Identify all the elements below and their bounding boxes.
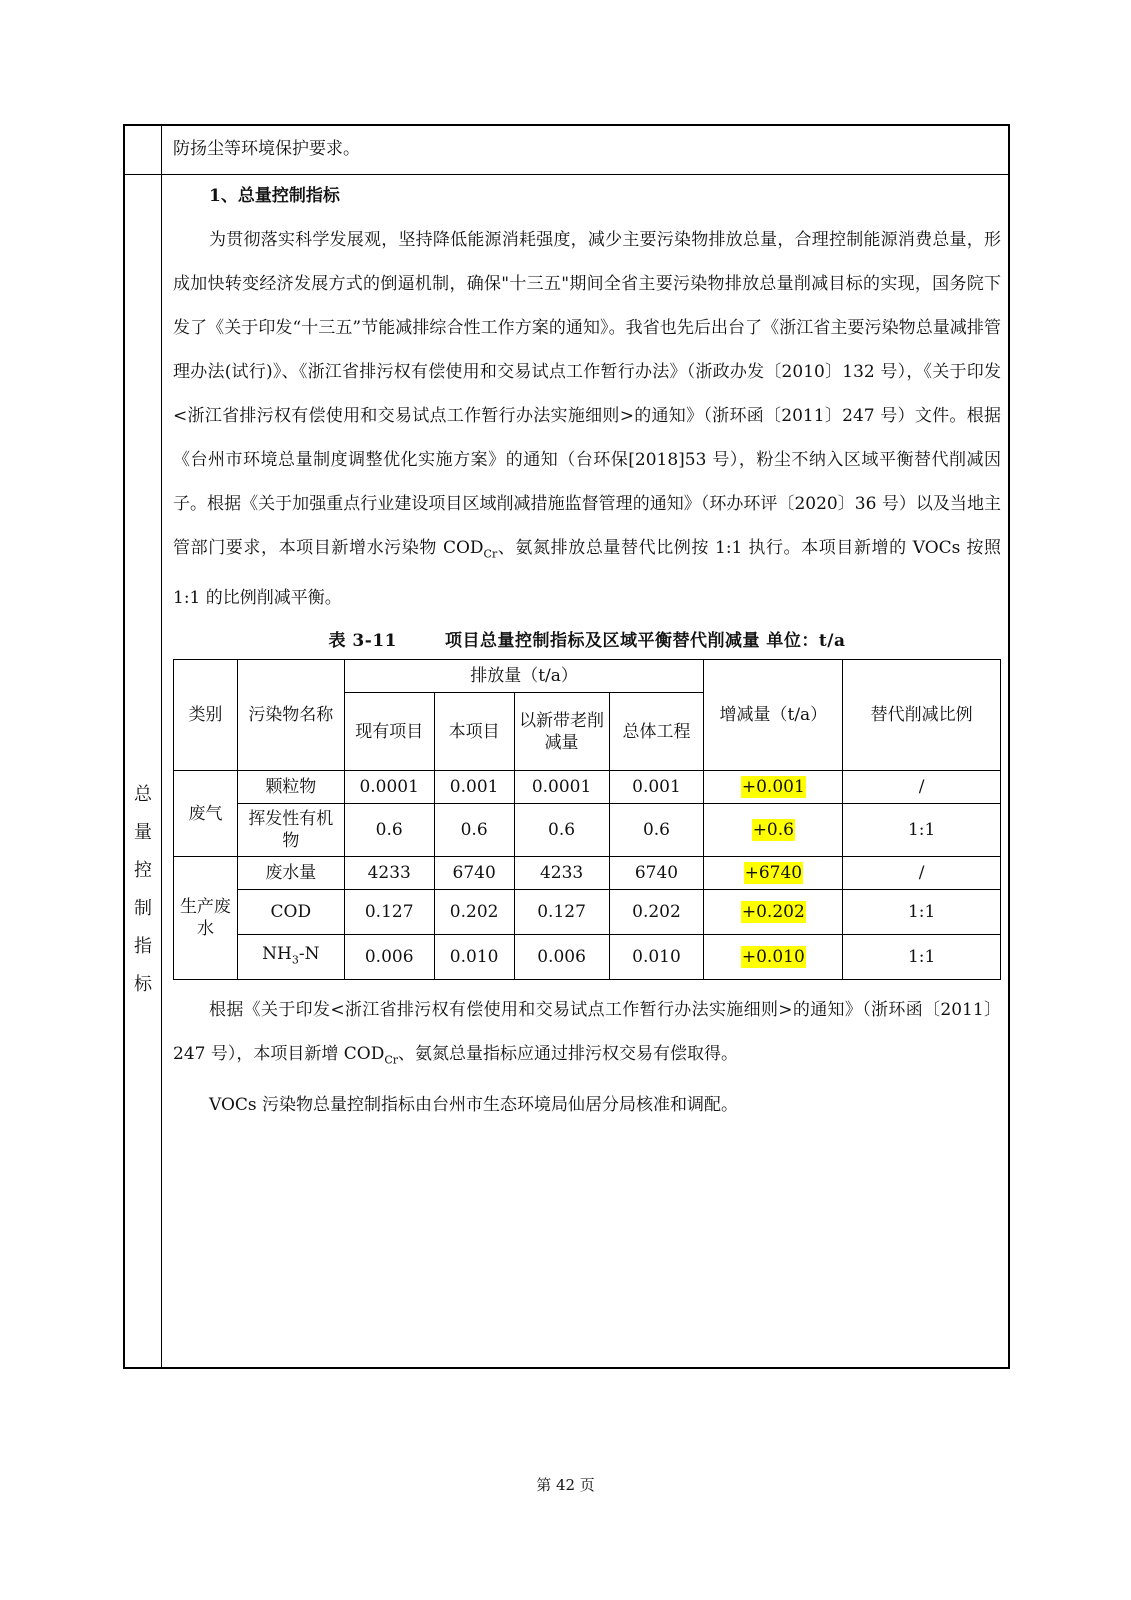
change-cell — [704, 804, 843, 857]
change-value-highlight: +0.6 — [752, 820, 794, 841]
header-pollutant: 污染物名称 — [237, 660, 344, 771]
page-number: 第 42 页 — [536, 1476, 595, 1494]
change-value-highlight: +0.010 — [741, 947, 805, 968]
table-caption — [173, 626, 1001, 651]
ratio-cell: / — [843, 857, 1001, 890]
section-heading: 1、总量控制指标 — [209, 186, 340, 206]
category-cell: 废气 — [174, 771, 238, 857]
after-table-text — [173, 988, 1001, 1126]
header-category: 类别 — [174, 660, 238, 771]
pollutant-main: NH — [262, 944, 292, 965]
existing-cell: 4233 — [344, 857, 434, 890]
table-row — [174, 890, 1001, 935]
this-project-cell: 0.6 — [434, 804, 514, 857]
side-label-char: 控 — [134, 860, 152, 881]
total-cell: 0.001 — [609, 771, 704, 804]
change-cell — [704, 935, 843, 980]
side-label-char: 量 — [134, 822, 152, 843]
header-emission: 排放量（t/a） — [344, 660, 704, 693]
total-cell: 0.010 — [609, 935, 704, 980]
pollutant-cell — [237, 935, 344, 980]
table-caption-number: 表 3-11 — [328, 631, 397, 652]
category-cell: 生产废水 — [174, 857, 238, 980]
pollutant-cell: 颗粒物 — [237, 771, 344, 804]
form-frame — [123, 124, 1010, 1369]
change-value-highlight: +0.001 — [741, 777, 805, 798]
after-subscript: Cr — [384, 1053, 399, 1067]
pollutant-subscript: 3 — [291, 953, 299, 967]
after-paragraph-2: VOCs 污染物总量控制指标由台州市生态环境局仙居分局核准和调配。 — [209, 1094, 739, 1115]
side-label-char: 制 — [134, 898, 152, 919]
side-label-total-control — [125, 776, 161, 1004]
this-project-cell: 0.001 — [434, 771, 514, 804]
top-row-text: 防扬尘等环境保护要求。 — [173, 139, 360, 159]
side-label-char: 指 — [134, 936, 152, 957]
after-text-b: 、氨氮总量指标应通过排污权交易有偿取得。 — [398, 1044, 739, 1065]
header-change: 增减量（t/a） — [704, 660, 843, 771]
column-divider — [161, 126, 162, 1367]
existing-cell: 0.0001 — [344, 771, 434, 804]
old-reduction-cell: 0.0001 — [514, 771, 609, 804]
table-row — [174, 935, 1001, 980]
pollutant-cell: 挥发性有机物 — [237, 804, 344, 857]
pollutant-cell: 废水量 — [237, 857, 344, 890]
intro-text-b: 、氨氮排放总量替代比例按 1:1 执行。本项目新增的 VOCs 按照 1:1 的比例削减平衡。 — [173, 538, 1001, 609]
pollutant-tail: -N — [298, 944, 320, 965]
total-control-table — [173, 659, 1001, 980]
change-cell — [704, 890, 843, 935]
header-total: 总体工程 — [609, 693, 704, 771]
total-cell: 6740 — [609, 857, 704, 890]
header-ratio: 替代削减比例 — [843, 660, 1001, 771]
ratio-cell: 1:1 — [843, 890, 1001, 935]
table-row — [174, 857, 1001, 890]
intro-text-a: 为贯彻落实科学发展观，坚持降低能源消耗强度，减少主要污染物排放总量，合理控制能源消费总量，形成加快转变经济发展方式的倒逼机制，确保"十三五"期间全省主要污染物排放总量削减目标的实现，国务院下发了《关于印发“十三五”节能减排综合性工作方案的通知》。我省也先后出台了《浙江省主要污染物总量减排管理办法(试行)》、《浙江省排污权有偿使用和交易试点工作暂行办法》（浙政办发〔2010〕132 号），《关于印发<浙江省排污权有偿使用和交易试点工作暂行办法实施细则>的通知》（浙环函〔2011〕247 号）文件。根据《台州市环境总量制度调整优化实施方案》的通知（台环保[2018]53 号），粉尘不纳入区域平衡替代削减因子。根据《关于加强重点行业建设项目区域削减措施监督管理的通知》（环办环评〔2020〕36 号）以及当地主管部门要求，本项目新增水污染物 COD — [173, 230, 1001, 558]
after-paragraph-1 — [173, 988, 1001, 1082]
change-cell — [704, 857, 843, 890]
intro-subscript: Cr — [483, 547, 498, 561]
change-value-highlight: +6740 — [744, 863, 803, 884]
ratio-cell: / — [843, 771, 1001, 804]
old-reduction-cell: 4233 — [514, 857, 609, 890]
after-text-a: 根据《关于印发<浙江省排污权有偿使用和交易试点工作暂行办法实施细则>的通知》（浙环函〔2011〕247 号），本项目新增 COD — [173, 1000, 1001, 1065]
table-row — [174, 804, 1001, 857]
this-project-cell: 0.010 — [434, 935, 514, 980]
existing-cell: 0.127 — [344, 890, 434, 935]
total-cell: 0.202 — [609, 890, 704, 935]
existing-cell: 0.6 — [344, 804, 434, 857]
change-cell — [704, 771, 843, 804]
table-row — [174, 771, 1001, 804]
header-this-project: 本项目 — [434, 693, 514, 771]
pollutant-cell: COD — [237, 890, 344, 935]
side-label-char: 标 — [134, 974, 152, 995]
header-old-reduction: 以新带老削减量 — [514, 693, 609, 771]
ratio-cell: 1:1 — [843, 804, 1001, 857]
change-value-highlight: +0.202 — [741, 902, 805, 923]
old-reduction-cell: 0.6 — [514, 804, 609, 857]
old-reduction-cell: 0.127 — [514, 890, 609, 935]
existing-cell: 0.006 — [344, 935, 434, 980]
this-project-cell: 0.202 — [434, 890, 514, 935]
side-label-char: 总 — [134, 784, 152, 805]
old-reduction-cell: 0.006 — [514, 935, 609, 980]
total-cell: 0.6 — [609, 804, 704, 857]
header-existing: 现有项目 — [344, 693, 434, 771]
table-caption-title: 项目总量控制指标及区域平衡替代削减量 单位：t/a — [444, 631, 846, 652]
ratio-cell: 1:1 — [843, 935, 1001, 980]
intro-paragraph — [173, 218, 1001, 620]
this-project-cell: 6740 — [434, 857, 514, 890]
content-area — [173, 174, 1001, 1127]
